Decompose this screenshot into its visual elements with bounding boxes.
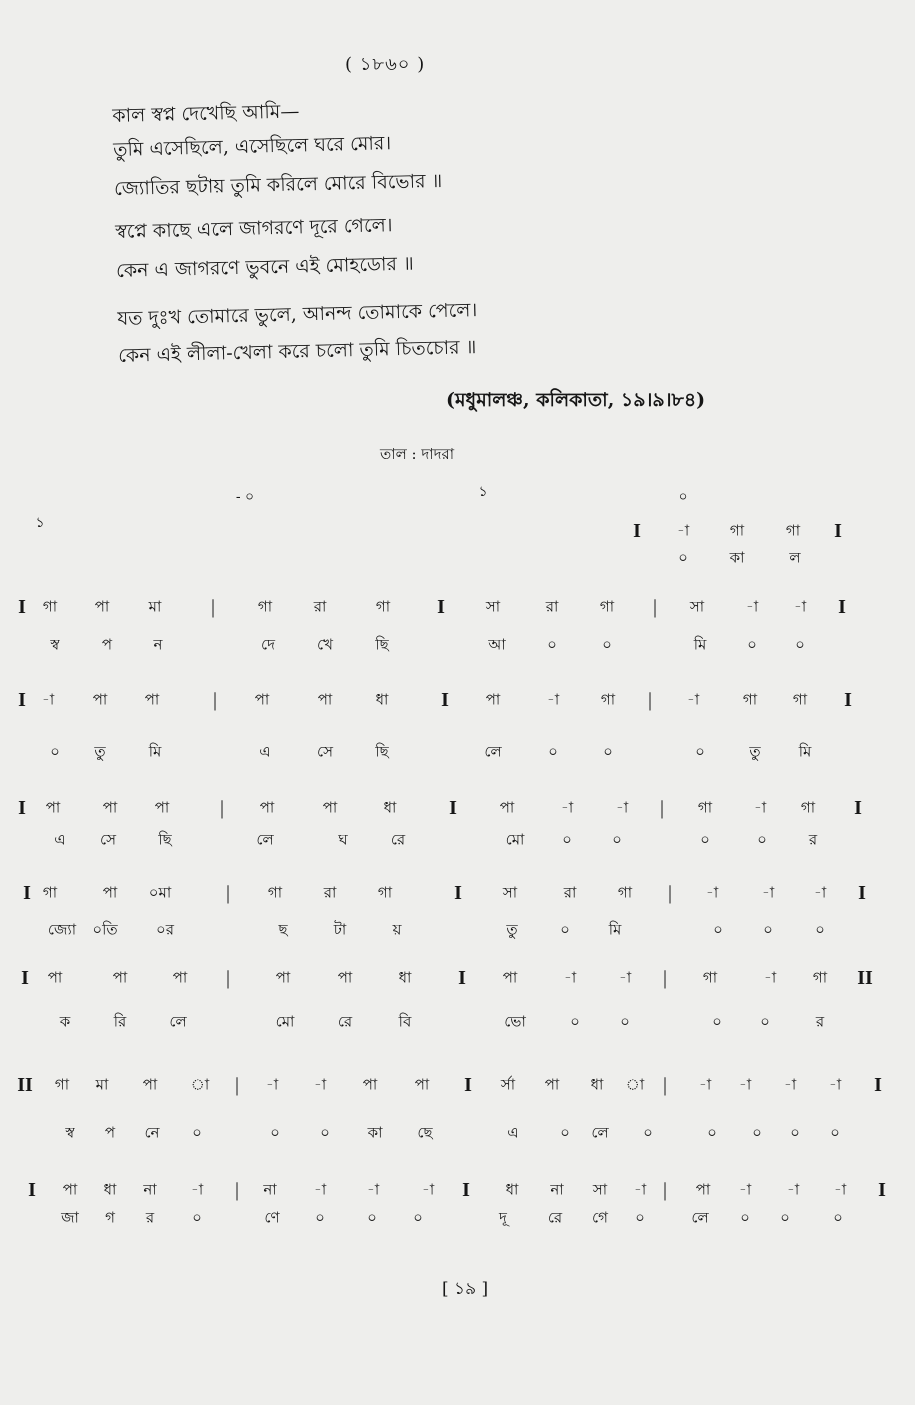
lyric-syllable: লে xyxy=(169,1012,187,1031)
note-token: পা xyxy=(322,798,338,817)
lyric-syllable: ছি xyxy=(375,742,389,761)
lyric-syllable: ০ xyxy=(815,920,825,939)
bar-line: | xyxy=(647,689,653,711)
lyric-syllable: দে xyxy=(261,635,275,654)
beat-marker: ১ xyxy=(35,515,45,531)
lyric-syllable: আ xyxy=(488,635,506,654)
lyric-syllable: খে xyxy=(317,635,333,654)
bar-line: I xyxy=(462,1179,470,1201)
note-token: পা xyxy=(47,968,63,987)
lyric-syllable: মি xyxy=(693,635,707,654)
song-number: ( ১৮৬০ ) xyxy=(345,54,426,75)
note-token: পা xyxy=(362,1075,378,1094)
lyric-syllable: কা xyxy=(729,548,745,567)
lyric-syllable: ০ xyxy=(757,830,767,849)
lyric-syllable: ০ xyxy=(678,548,688,567)
lyric-syllable: ০ xyxy=(320,1123,330,1142)
note-token: ধা xyxy=(398,968,412,987)
note-token: পা xyxy=(144,690,160,709)
lyric-syllable: ০ xyxy=(763,920,773,939)
bar-line: II xyxy=(17,1074,33,1096)
note-token: -া xyxy=(738,1180,752,1199)
note-token: গা xyxy=(800,798,816,817)
bar-line: | xyxy=(662,1074,668,1096)
note-token: ধা xyxy=(505,1180,519,1199)
lyric-syllable: ০ xyxy=(830,1123,840,1142)
note-token: ধা xyxy=(103,1180,117,1199)
bar-line: | xyxy=(234,1179,240,1201)
lyric-syllable: ছি xyxy=(375,635,389,654)
note-token: -া xyxy=(563,968,577,987)
note-token: পা xyxy=(275,968,291,987)
tala-label: তাল : দাদরা xyxy=(380,445,455,463)
lyric-syllable: লে xyxy=(591,1123,609,1142)
bar-line: I xyxy=(21,967,29,989)
note-token: গা xyxy=(257,597,273,616)
bar-line: I xyxy=(437,596,445,618)
lyric-syllable: মি xyxy=(148,742,162,761)
note-token: গা xyxy=(599,597,615,616)
note-token: পা xyxy=(92,690,108,709)
note-token: গা xyxy=(792,690,808,709)
lyric-syllable: র xyxy=(808,830,818,849)
bar-line: I xyxy=(28,1179,36,1201)
lyric-syllable: ০ xyxy=(192,1208,202,1227)
bar-line: | xyxy=(662,1179,668,1201)
note-token: ০মা xyxy=(148,883,172,902)
note-token: গা xyxy=(54,1075,70,1094)
lyric-syllable: ০ xyxy=(833,1208,843,1227)
note-token: া xyxy=(625,1075,645,1094)
lyric-syllable: গে xyxy=(592,1208,608,1227)
note-token: পা xyxy=(502,968,518,987)
note-token: -া xyxy=(761,883,775,902)
bar-line: I xyxy=(878,1179,886,1201)
lyric-syllable: রে xyxy=(547,1208,563,1227)
lyric-syllable: ল xyxy=(789,548,801,567)
bar-line: I xyxy=(854,797,862,819)
note-token: পা xyxy=(102,883,118,902)
note-token: -া xyxy=(833,1180,847,1199)
lyric-syllable: ০ xyxy=(695,742,705,761)
lyric-syllable: ০ xyxy=(602,635,612,654)
source-citation: (মধুমালঞ্চ, কলিকাতা, ১৯।৯।৮৪) xyxy=(446,389,706,411)
lyric-syllable: ০ xyxy=(752,1123,762,1142)
lyric-syllable: কা xyxy=(367,1123,383,1142)
bar-line: | xyxy=(234,1074,240,1096)
lyric-syllable: ০ xyxy=(315,1208,325,1227)
lyric-syllable: ০ xyxy=(560,1123,570,1142)
lyric-syllable: ০ xyxy=(560,920,570,939)
note-token: ধা xyxy=(383,798,397,817)
lyric-line: যত দুঃখ তোমারে ভুলে, আনন্দ তোমাকে পেলে। xyxy=(117,299,478,330)
beat-marker: ০ xyxy=(678,489,688,505)
lyric-syllable: ০র xyxy=(155,920,175,939)
note-token: পা xyxy=(254,690,270,709)
note-token: -া xyxy=(190,1180,204,1199)
lyric-syllable: স্ব xyxy=(50,635,60,654)
note-token: না xyxy=(143,1180,157,1199)
note-token: -া xyxy=(41,690,55,709)
lyric-syllable: মি xyxy=(608,920,622,939)
bar-line: I xyxy=(23,882,31,904)
note-token: -া xyxy=(366,1180,380,1199)
lyric-line: জ্যোতির ছটায় তুমি করিলে মোরে বিভোর ॥ xyxy=(113,169,443,200)
lyric-syllable: দূ xyxy=(499,1208,507,1227)
bar-line: | xyxy=(225,967,231,989)
bar-line: I xyxy=(454,882,462,904)
lyric-syllable: ০ xyxy=(643,1123,653,1142)
note-token: -া xyxy=(705,883,719,902)
lyric-syllable: ০ xyxy=(713,920,723,939)
bar-line: I xyxy=(458,967,466,989)
note-token: র্সা xyxy=(500,1075,516,1094)
lyric-syllable: নে xyxy=(144,1123,160,1142)
bar-line: II xyxy=(857,967,873,989)
note-token: সা xyxy=(592,1180,608,1199)
note-token: পা xyxy=(94,597,110,616)
lyric-syllable: ০ xyxy=(570,1012,580,1031)
bar-line: I xyxy=(18,689,26,711)
lyric-syllable: তু xyxy=(749,742,761,761)
note-token: -া xyxy=(265,1075,279,1094)
note-token: -া xyxy=(313,1075,327,1094)
note-token: ধা xyxy=(590,1075,604,1094)
bar-line: | xyxy=(652,596,658,618)
bar-line: I xyxy=(18,797,26,819)
beat-marker: ১ xyxy=(478,484,488,500)
lyric-syllable: ছি xyxy=(158,830,172,849)
note-token: -া xyxy=(560,798,574,817)
note-token: গা xyxy=(375,597,391,616)
note-token: -া xyxy=(313,1180,327,1199)
lyric-syllable: ০ xyxy=(50,742,60,761)
note-token: -া xyxy=(828,1075,842,1094)
lyric-syllable: রে xyxy=(337,1012,353,1031)
note-token: ধা xyxy=(375,690,389,709)
note-token: পা xyxy=(154,798,170,817)
lyric-syllable: ০ xyxy=(547,635,557,654)
note-token: পা xyxy=(112,968,128,987)
note-token: গা xyxy=(600,690,616,709)
note-token: গা xyxy=(267,883,283,902)
note-token: -া xyxy=(793,597,807,616)
note-token: পা xyxy=(499,798,515,817)
note-token: গা xyxy=(742,690,758,709)
lyric-syllable: টা xyxy=(333,920,347,939)
note-token: পা xyxy=(414,1075,430,1094)
bar-line: | xyxy=(225,882,231,904)
lyric-syllable: মো xyxy=(275,1012,295,1031)
lyric-syllable: ০ xyxy=(790,1123,800,1142)
bar-line: | xyxy=(659,797,665,819)
beat-marker: - ০ xyxy=(235,489,255,505)
lyric-syllable: ছে xyxy=(417,1123,433,1142)
lyric-syllable: র xyxy=(145,1208,155,1227)
note-token: পা xyxy=(317,690,333,709)
lyric-syllable: ০ xyxy=(603,742,613,761)
note-token: পা xyxy=(62,1180,78,1199)
lyric-syllable: ০ xyxy=(562,830,572,849)
note-token: -া xyxy=(813,883,827,902)
bar-line: I xyxy=(834,520,842,542)
lyric-syllable: জা xyxy=(61,1208,79,1227)
bar-line: | xyxy=(212,689,218,711)
lyric-syllable: ০ xyxy=(192,1123,202,1142)
bar-line: I xyxy=(633,520,641,542)
lyric-syllable: র xyxy=(815,1012,825,1031)
note-token: রা xyxy=(323,883,337,902)
bar-line: I xyxy=(441,689,449,711)
lyric-syllable: ০ xyxy=(367,1208,377,1227)
note-token: রা xyxy=(545,597,559,616)
lyric-syllable: ০ xyxy=(612,830,622,849)
note-token: পা xyxy=(142,1075,158,1094)
lyric-syllable: ০তি xyxy=(92,920,118,939)
lyric-syllable: এ xyxy=(507,1123,519,1142)
lyric-line: তুমি এসেছিলে, এসেছিলে ঘরে মোর। xyxy=(112,132,392,161)
note-token: সা xyxy=(689,597,705,616)
note-token: গা xyxy=(785,521,801,540)
note-token: মা xyxy=(148,597,162,616)
note-token: -া xyxy=(546,690,560,709)
note-token: -া xyxy=(676,521,690,540)
note-token: পা xyxy=(337,968,353,987)
bar-line: I xyxy=(838,596,846,618)
lyric-syllable: সে xyxy=(317,742,333,761)
note-token: গা xyxy=(42,597,58,616)
note-token: সা xyxy=(502,883,518,902)
lyric-syllable: জ্যো xyxy=(47,920,77,939)
bar-line: | xyxy=(210,596,216,618)
bar-line: I xyxy=(449,797,457,819)
note-token: মা xyxy=(95,1075,109,1094)
note-token: গা xyxy=(377,883,393,902)
lyric-syllable: মি xyxy=(798,742,812,761)
note-token: -া xyxy=(615,798,629,817)
lyric-syllable: মো xyxy=(505,830,525,849)
note-token: গা xyxy=(729,521,745,540)
note-token: গা xyxy=(697,798,713,817)
lyric-syllable: ভো xyxy=(504,1012,526,1031)
lyric-syllable: প xyxy=(101,635,113,654)
lyric-syllable: ০ xyxy=(707,1123,717,1142)
note-token: পা xyxy=(45,798,61,817)
lyric-syllable: লে xyxy=(691,1208,709,1227)
note-token: -া xyxy=(633,1180,647,1199)
note-token: -া xyxy=(753,798,767,817)
note-token: -া xyxy=(738,1075,752,1094)
lyric-syllable: তু xyxy=(506,920,518,939)
lyric-syllable: ০ xyxy=(700,830,710,849)
lyric-syllable: রে xyxy=(390,830,406,849)
note-token: পা xyxy=(544,1075,560,1094)
bar-line: | xyxy=(662,967,668,989)
note-token: রা xyxy=(313,597,327,616)
note-token: -া xyxy=(421,1180,435,1199)
bar-line: | xyxy=(667,882,673,904)
lyric-syllable: এ xyxy=(259,742,271,761)
note-token: -া xyxy=(686,690,700,709)
lyric-syllable: য় xyxy=(392,920,402,939)
lyric-syllable: ছ xyxy=(278,920,288,939)
lyric-syllable: ০ xyxy=(747,635,757,654)
note-token: সা xyxy=(485,597,501,616)
lyric-syllable: ০ xyxy=(635,1208,645,1227)
lyric-syllable: ন xyxy=(153,635,163,654)
lyric-syllable: বি xyxy=(398,1012,412,1031)
page-number: [ ১৯ ] xyxy=(442,1279,489,1299)
lyric-syllable: ০ xyxy=(413,1208,423,1227)
lyric-syllable: ণে xyxy=(264,1208,280,1227)
lyric-syllable: লে xyxy=(256,830,274,849)
lyric-syllable: ০ xyxy=(795,635,805,654)
lyric-line: স্বপ্নে কাছে এলে জাগরণে দূরে গেলে। xyxy=(114,214,393,243)
note-token: -া xyxy=(745,597,759,616)
bar-line: I xyxy=(858,882,866,904)
note-token: পা xyxy=(695,1180,711,1199)
note-token: গা xyxy=(617,883,633,902)
lyric-syllable: তু xyxy=(94,742,106,761)
bar-line: I xyxy=(18,596,26,618)
lyric-syllable: ০ xyxy=(270,1123,280,1142)
lyric-line: কেন এই লীলা-খেলা করে চলো তুমি চিতচোর ॥ xyxy=(117,336,477,367)
bar-line: I xyxy=(874,1074,882,1096)
note-token: -া xyxy=(783,1075,797,1094)
note-token: পা xyxy=(172,968,188,987)
note-token: পা xyxy=(102,798,118,817)
note-token: গা xyxy=(812,968,828,987)
lyric-syllable: ০ xyxy=(760,1012,770,1031)
bar-line: | xyxy=(219,797,225,819)
note-token: না xyxy=(550,1180,564,1199)
note-token: পা xyxy=(485,690,501,709)
lyric-line: কাল স্বপ্ন দেখেছি আমি— xyxy=(112,100,300,127)
lyric-syllable: রি xyxy=(113,1012,127,1031)
lyric-syllable: প xyxy=(104,1123,116,1142)
note-token: পা xyxy=(259,798,275,817)
lyric-syllable: ০ xyxy=(740,1208,750,1227)
lyric-syllable: ঘ xyxy=(338,830,348,849)
note-token: -া xyxy=(698,1075,712,1094)
note-token: া xyxy=(190,1075,210,1094)
note-token: গা xyxy=(42,883,58,902)
bar-line: I xyxy=(464,1074,472,1096)
lyric-syllable: সে xyxy=(100,830,116,849)
lyric-syllable: ক xyxy=(59,1012,71,1031)
note-token: -া xyxy=(786,1180,800,1199)
lyric-syllable: ০ xyxy=(712,1012,722,1031)
note-token: না xyxy=(263,1180,277,1199)
lyric-syllable: ০ xyxy=(780,1208,790,1227)
lyric-syllable: এ xyxy=(54,830,66,849)
lyric-syllable: লে xyxy=(484,742,502,761)
note-token: গা xyxy=(702,968,718,987)
lyric-line: কেন এ জাগরণে ভুবনে এই মোহডোর ॥ xyxy=(115,252,415,282)
bar-line: I xyxy=(844,689,852,711)
note-token: -া xyxy=(618,968,632,987)
lyric-syllable: ০ xyxy=(620,1012,630,1031)
lyric-syllable: ০ xyxy=(548,742,558,761)
note-token: -া xyxy=(763,968,777,987)
lyric-syllable: গ xyxy=(105,1208,115,1227)
note-token: রা xyxy=(563,883,577,902)
lyric-syllable: স্ব xyxy=(65,1123,75,1142)
